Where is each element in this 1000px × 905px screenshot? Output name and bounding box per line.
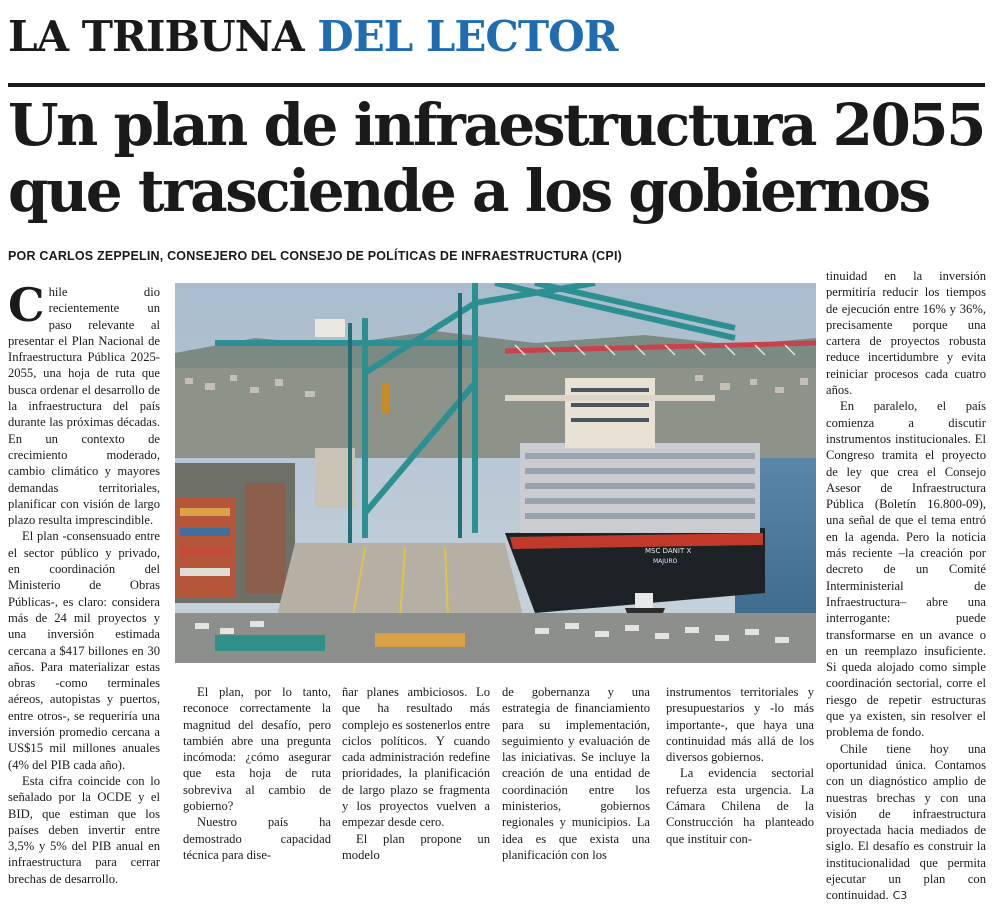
paragraph: Nuestro país ha demostrado capacidad técnica para dise- — [183, 815, 331, 862]
column-6 — [826, 268, 986, 905]
drop-cap: C — [8, 278, 45, 332]
port-illustration — [175, 283, 816, 663]
paragraph — [826, 741, 986, 905]
ship-name: MSC DANIT X — [645, 547, 692, 555]
article-byline: POR CARLOS ZEPPELIN, CONSEJERO DEL CONSEJO DE POLÍTICAS DE INFRAESTRUCTURA (CPI) — [8, 249, 622, 263]
section-kicker-main: LA TRIBUNA — [8, 12, 304, 61]
paragraph: El plan, por lo tanto, reconoce correctamente la magnitud del desafío, pero también abre una pregunta incómoda: ¿cómo asegurar que esta hoja de ruta sobreviva al cambio de gobierno? — [183, 685, 331, 814]
headline-line-1: Un plan de infraestructura 2055 — [8, 91, 985, 159]
paragraph: La evidencia sectorial refuerza esta urgencia. La Cámara Chilena de la Construcción ha planteado que instituir con- — [666, 766, 814, 846]
paragraph: de gobernanza y una estrategia de financiamiento para su implementación, seguimiento y evaluación de las iniciativas. Se incluye la creación de una entidad de coordinación entre los ministerios, gobiernos regionales y municipios. La idea es que exista una planificación con los — [502, 685, 650, 862]
column-4 — [502, 684, 650, 863]
column-5 — [666, 684, 814, 847]
ship-port: MAJURO — [653, 558, 678, 565]
column-3 — [342, 684, 490, 863]
paragraph: Esta cifra coincide con lo señalado por la OCDE y el BID, que estiman que los países deben invertir entre 3,5% y 5% del PIB anual en infraestructura para cerrar brechas de desarrollo. — [8, 773, 160, 886]
paragraph: En paralelo, el país comienza a discutir instrumentos institucionales. El Congreso tramita el proyecto de ley que crea el Consejo Asesor de Infraestructura Pública (Boletín 16.800-09), una señal de que el tema entró en la agenda. Pero la noticia más reciente –la creación por decreto de un Comité Interministerial de Infraestructura– abre una interrogante: puede transformarse en un avance o en un reemplazo insuficiente. Si queda alojado como simple coordinación sectorial, corre el riesgo de repetir estructuras que ya existen, sin resolver el problema de fondo. — [826, 399, 986, 740]
paragraph: El plan propone un modelo — [342, 831, 490, 862]
column-2 — [183, 684, 331, 863]
paragraph: instrumentos territoriales y presupuestarios y -lo más importante-, que haya una continuidad más allá de los diversos gobiernos. — [666, 685, 814, 765]
article-headline — [8, 92, 998, 224]
end-mark: C3 — [892, 889, 908, 903]
header-rule — [8, 83, 985, 87]
paragraph-text: hile dio recientemente un paso relevante al presentar el Plan Nacional de Infraestructura Pública 2025-2055, una hoja de ruta que busca ordenar el desarrollo de la infraestructura del país durante las próximas décadas. En un contexto de crecimiento moderado, cambio climático y mayores demandas territoriales, planificar con visión de largo plazo resulta imprescindible. — [8, 285, 160, 528]
paragraph: ñar planes ambiciosos. Lo que ha resultado más complejo es sostenerlos entre ciclos políticos. Y cuando cada administración redefine prioridades, la planificación de largo plazo se fragmenta y los proyectos vuelven a empezar desde cero. — [342, 685, 490, 830]
port-photo — [175, 283, 816, 663]
paragraph: tinuidad en la inversión permitiría reducir los tiempos de ejecución entre 16% y 36%, precisamente porque una cartera de proyectos robusta reduce incertidumbre y evita reiniciar procesos cada cuatro años. — [826, 269, 986, 398]
headline-line-2: que trasciende a los gobiernos — [8, 157, 929, 225]
column-1 — [8, 278, 160, 887]
paragraph: El plan -consensuado entre el sector público y privado, en coordinación del Ministerio de Obras Públicas-, es claro: considera más de 24 mil proyectos y una inversión estimada cercana a $417 billones en 30 años. Para materializar estas obras -como terminales aéreos, autopistas y puertos, entre otros-, se requeriría una inversión promedio cercana a US$15 mil millones anuales (4% del PIB cada año). — [8, 529, 160, 772]
section-kicker — [8, 6, 618, 68]
section-kicker-accent: DEL LECTOR — [317, 12, 618, 61]
paragraph — [8, 278, 160, 528]
paragraph-text: Chile tiene hoy una oportunidad única. Contamos con un diagnóstico amplio de nuestras brechas y con una visión de infraestructura proyectada hacia mediados de siglo. El desafío es construir la institucionalidad que permita ejecutar un plan con continuidad. — [826, 741, 986, 903]
